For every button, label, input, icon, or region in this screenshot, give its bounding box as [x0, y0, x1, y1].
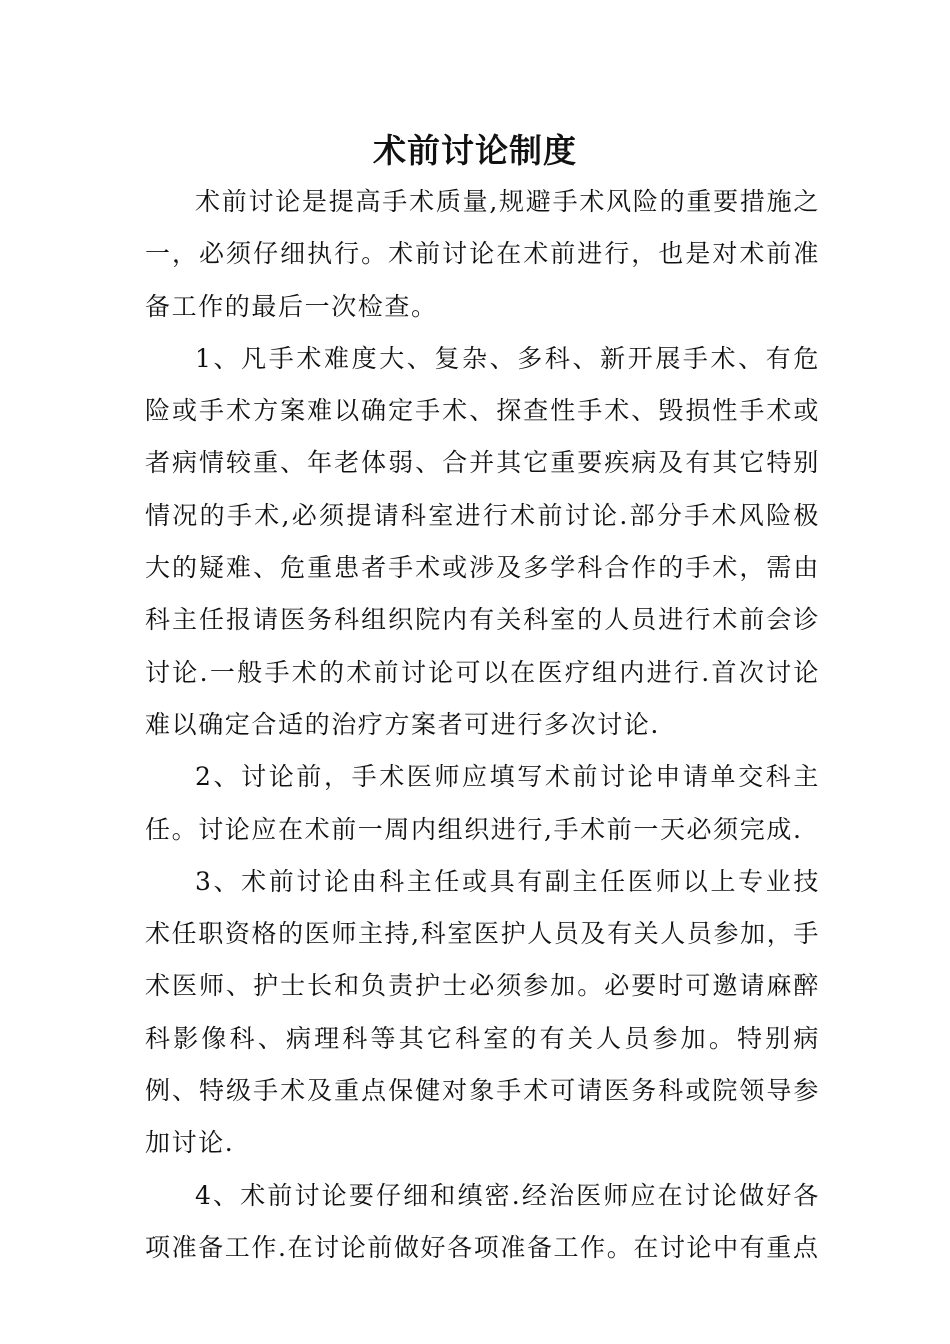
clause-1-paragraph: 1、凡手术难度大、复杂、多科、新开展手术、有危险或手术方案难以确定手术、探查性手术、毁损性手术或者病情较重、年老体弱、合并其它重要疾病及有其它特别情况的手术,必须提请科室进行术前讨论.部分手术风险极大的疑难、危重患者手术或涉及多学科合作的手术，需由科主任报请医务科组织院内有关科室的人员进行术前会诊讨论.一般手术的术前讨论可以在医疗组内进行.首次讨论难以确定合适的治疗方案者可进行多次讨论.	[145, 343, 820, 739]
document-body	[145, 176, 820, 1274]
clause-3-paragraph: 3、术前讨论由科主任或具有副主任医师以上专业技术任职资格的医师主持,科室医护人员及有关人员参加，手术医师、护士长和负责护士必须参加。必要时可邀请麻醉科影像科、病理科等其它科室的有关人员参加。特别病例、特级手术及重点保健对象手术可请医务科或院领导参加讨论.	[145, 866, 820, 1158]
clause-4-paragraph: 4、术前讨论要仔细和缜密.经治医师应在讨论做好各项准备工作.在讨论前做好各项准备工作。在讨论中有重点	[145, 1180, 820, 1262]
document-title: 术前讨论制度	[373, 131, 577, 170]
intro-paragraph: 术前讨论是提高手术质量,规避手术风险的重要措施之一，必须仔细执行。术前讨论在术前进行，也是对术前准备工作的最后一次检查。	[145, 187, 820, 321]
clause-2-paragraph: 2、讨论前，手术医师应填写术前讨论申请单交科主任。讨论应在术前一周内组织进行,手术前一天必须完成.	[145, 762, 820, 844]
